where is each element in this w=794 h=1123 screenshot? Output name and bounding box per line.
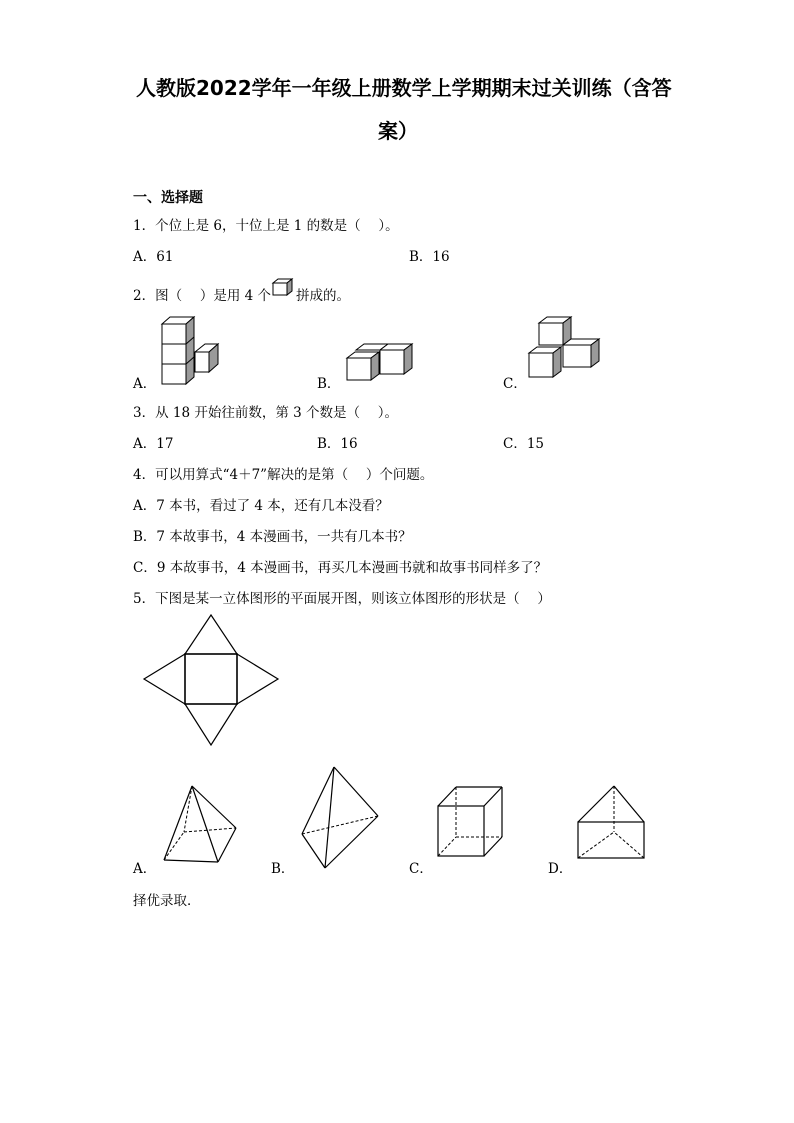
question-4-option-b: B．7 本故事书，4 本漫画书，一共有几本书？ <box>133 529 412 545</box>
question-3-option-c: C．15 <box>503 436 545 452</box>
question-1-option-b: B．16 <box>409 249 450 265</box>
footer-note: 择优录取． <box>133 893 201 909</box>
question-5-stem: 5．下图是某一立体图形的平面展开图，则该立体图形的形状是（ ） <box>133 591 551 607</box>
question-5-option-c: C． <box>409 861 433 877</box>
question-5-option-b: B． <box>271 861 295 877</box>
question-4-option-c: C．9 本故事书，4 本漫画书，再买几本漫画书就和故事书同样多了？ <box>133 560 548 576</box>
page-title-line-1: 人教版2022学年一年级上册数学上学期期末过关训练（含答 <box>136 76 672 100</box>
question-5-option-a: A． <box>133 861 157 877</box>
question-2-stem-before: 2．图（ ）是用 4 个 <box>133 288 272 304</box>
question-3-option-b: B．16 <box>317 436 358 452</box>
question-2-option-c: C． <box>503 376 527 392</box>
question-1-option-a: A．61 <box>133 249 174 265</box>
question-2-option-a: A． <box>133 376 157 392</box>
solid-figure-c-cube <box>434 784 506 860</box>
cube-figure-a <box>160 314 224 386</box>
question-2-option-b: B． <box>317 376 341 392</box>
question-4-stem: 4．可以用算式“4＋7”解决的是第（ ）个问题。 <box>133 467 434 483</box>
question-1-stem: 1．个位上是 6，十位上是 1 的数是（ ）。 <box>133 218 399 234</box>
question-2-stem-after: 拼成的。 <box>296 288 350 304</box>
cube-figure-c <box>527 315 603 381</box>
cube-figure-b <box>344 344 420 384</box>
solid-figure-b-tetrahedron <box>292 764 384 872</box>
pyramid-net-figure <box>140 612 282 748</box>
section-heading-choice: 一、选择题 <box>133 190 203 206</box>
question-5-option-d: D． <box>548 861 573 877</box>
question-3-stem: 3．从 18 开始往前数，第 3 个数是（ ）。 <box>133 405 399 421</box>
page-title-line-2: 案） <box>378 119 418 143</box>
question-4-option-a: A．7 本书，看过了 4 本，还有几本没看？ <box>133 498 389 514</box>
solid-figure-d-triangular-prism <box>574 784 650 860</box>
small-cube-icon <box>271 277 293 297</box>
question-3-option-a: A．17 <box>133 436 174 452</box>
solid-figure-a-square-pyramid <box>162 784 242 866</box>
